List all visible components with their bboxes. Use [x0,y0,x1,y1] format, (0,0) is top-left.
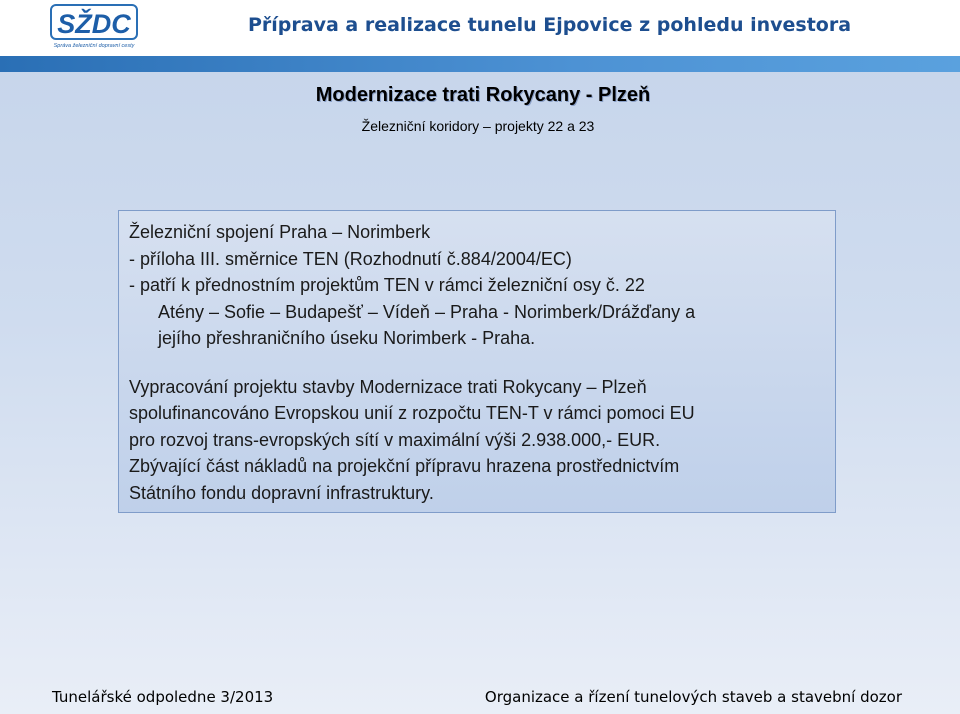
footer-right: Organizace a řízení tunelových staveb a stavební dozor [484,688,902,706]
footer-left: Tunelářské odpoledne 3/2013 [52,688,274,706]
box-line: Železniční spojení Praha – Norimberk [129,222,431,242]
szdc-logo [50,4,140,50]
box-line: spolufinancováno Evropskou unií z rozpočtu TEN-T v rámci pomoci EU [129,403,695,423]
box-line: - patří k přednostním projektům TEN v rámci železniční osy č. 22 [129,275,645,295]
header-stripe [0,56,960,72]
box-line: Zbývající část nákladů na projekční přípravu hrazena prostřednictvím [129,456,680,476]
header-bar [0,0,960,72]
box-line: - příloha III. směrnice TEN (Rozhodnutí č.884/2004/EC) [129,248,572,269]
logo-tagline: Správa železniční dopravní cesty [53,43,135,49]
box-line: Atény – Sofie – Budapešť – Vídeň – Praha - Norimberk/Drážďany a [158,301,696,322]
paragraph-gap [129,352,825,374]
header-title: Příprava a realizace tunelu Ejpovice z pohledu investora [248,14,852,36]
content-box [118,210,836,513]
box-line: Státního fondu dopravní infrastruktury. [129,482,434,503]
box-line: pro rozvoj trans-evropských sítí v maximální výši 2.938.000,- EUR. [129,429,661,450]
box-line: Vypracování projektu stavby Modernizace trati Rokycany – Plzeň [129,376,647,397]
slide-subtitle: Železniční koridory – projekty 22 a 23 [361,118,595,134]
logo-text: SŽDC [57,9,131,39]
box-line: jejího přeshraničního úseku Norimberk - Praha. [158,328,536,348]
slide-title: Modernizace trati Rokycany - Plzeň [315,84,651,106]
